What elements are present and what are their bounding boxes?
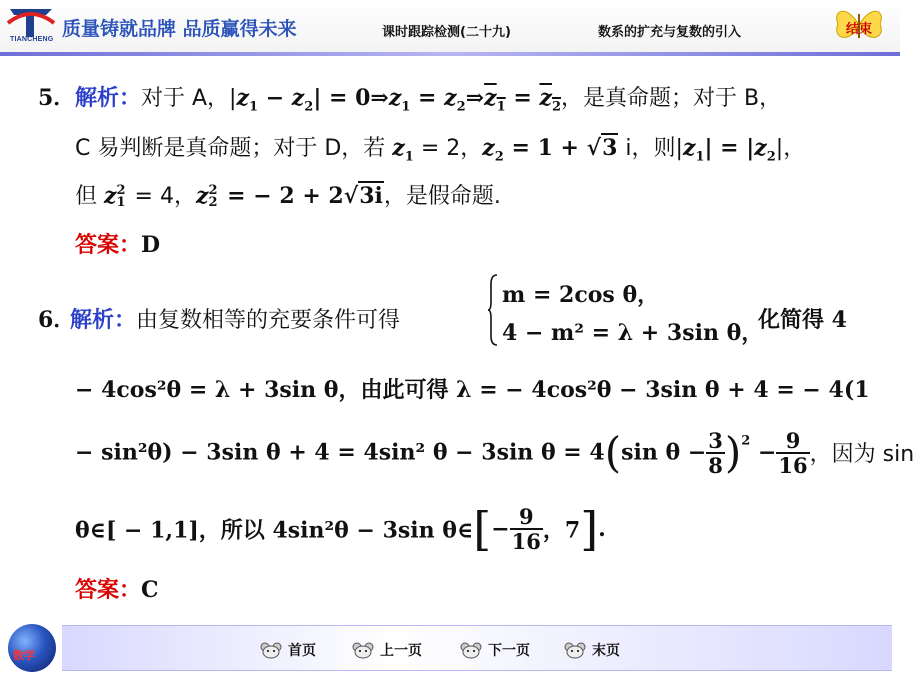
nav-label: 末页 <box>592 642 620 659</box>
text: sin θ − <box>621 439 707 466</box>
text: θ∈[ − 1,1]，所以 4sin²θ − 3sin θ∈ <box>75 517 474 544</box>
text: | = | <box>704 135 755 161</box>
end-label: 结束 <box>846 22 873 37</box>
mouse-icon <box>352 642 374 658</box>
fraction-9-16 <box>510 505 543 553</box>
text: . <box>598 516 606 542</box>
var: z <box>754 135 767 161</box>
nav-label: 首页 <box>288 642 316 659</box>
analysis-label: 解析： <box>70 308 137 333</box>
mouse-icon <box>460 642 482 658</box>
answer-label: 答案： <box>75 578 142 603</box>
text: − <box>491 516 510 542</box>
text: − <box>258 85 292 111</box>
text: ⇒ <box>465 85 485 111</box>
conjugate-z2 <box>539 85 561 115</box>
var: z <box>539 85 552 111</box>
mouse-icon <box>564 642 586 658</box>
sub: 1 <box>248 99 259 115</box>
numerator: 9 <box>776 429 809 454</box>
footer <box>0 618 900 675</box>
problem-6-number: 6． <box>38 307 76 333</box>
sup-sub-stack <box>117 185 126 209</box>
text: 但 <box>75 184 104 209</box>
var: z <box>482 135 495 161</box>
answer-value: D <box>141 232 161 258</box>
text: = − 2 + 2 <box>219 183 344 209</box>
sup: 2 <box>208 183 218 198</box>
numerator: 3 <box>708 427 723 453</box>
bracket-right: ] <box>580 502 599 556</box>
var: z <box>392 135 405 161</box>
nav-label: 上一页 <box>380 642 422 659</box>
sup: 2 <box>116 183 126 198</box>
bracket-left: [ <box>473 502 492 556</box>
var: z <box>484 85 497 111</box>
equation-system <box>488 274 764 346</box>
sqrt-sign: √ <box>343 183 359 209</box>
sub: 1 <box>496 99 506 115</box>
radicand: 3 <box>602 135 618 161</box>
analysis-label: 解析： <box>75 86 142 111</box>
problem-5-number: 5． <box>38 85 76 111</box>
problem-5-line-3 <box>75 179 501 210</box>
header-bar <box>0 0 900 52</box>
var: z <box>236 85 249 111</box>
radicand: 3i <box>359 183 383 209</box>
conjugate-z1 <box>484 85 506 115</box>
chapter-title: 数系的扩充与复数的引入 <box>598 25 742 40</box>
sub: 1 <box>116 195 126 210</box>
problem-5-line-1 <box>75 81 781 114</box>
text: C 易判断是真命题；对于 D，若 <box>75 136 393 161</box>
problem-6-line-4 <box>75 502 606 554</box>
sub: 2 <box>208 195 218 210</box>
lesson-title: 课时跟踪检测(二十九) <box>382 25 511 40</box>
text: ，是真命题；对于 B， <box>561 86 782 111</box>
problem-5-line-2 <box>75 131 805 164</box>
sqrt-sign: √ <box>586 135 602 161</box>
sub: 2 <box>456 99 466 115</box>
denominator: 16 <box>778 452 808 478</box>
nav-prev-page[interactable] <box>352 639 422 661</box>
slogan: 质量铸就品牌 品质赢得未来 <box>62 18 297 40</box>
nav-bar <box>62 625 892 671</box>
simplify-text: 化简得 4 <box>758 307 847 333</box>
sub: 2 <box>551 99 561 115</box>
sub: 1 <box>695 149 705 165</box>
problem-6-answer <box>75 573 159 604</box>
nav-next-page[interactable] <box>460 639 530 661</box>
end-button[interactable] <box>832 4 886 46</box>
problem-5-answer <box>75 228 160 259</box>
text: − <box>750 439 777 466</box>
text: |， <box>775 136 806 161</box>
var: z <box>682 135 696 161</box>
equation-2: 4 − m² = λ + 3sin θ， <box>502 320 764 346</box>
nav-last-page[interactable] <box>564 639 620 661</box>
var: z <box>291 85 305 111</box>
paren-right: ) <box>724 428 742 477</box>
var: z <box>388 85 402 111</box>
text: 由复数相等的充要条件可得 <box>136 308 401 333</box>
exponent: 2 <box>741 433 751 449</box>
nav-first-page[interactable] <box>260 639 316 661</box>
paren-left: ( <box>604 428 622 477</box>
text: ，因为 sin <box>809 442 914 467</box>
text: i，则| <box>618 136 683 161</box>
text: = 4， <box>127 184 196 209</box>
sub: 2 <box>304 99 314 115</box>
text: = <box>410 85 445 111</box>
problem-6-line-3 <box>75 428 914 476</box>
problem-6-line-2: − 4cos²θ = λ + 3sin θ，由此可得 λ = − 4cos²θ − 3sin θ + 4 = − 4(1 <box>75 377 870 403</box>
problem-6-line-1 <box>70 303 400 334</box>
text: = 2， <box>413 136 483 161</box>
nav-label: 下一页 <box>488 642 530 659</box>
var: z <box>104 183 117 209</box>
denominator: 8 <box>708 452 723 478</box>
text: = 1 + <box>503 135 587 161</box>
answer-value: C <box>141 577 159 603</box>
sub: 2 <box>766 149 776 165</box>
globe-label: 数学 <box>13 649 35 662</box>
logo-text: TIANCHENG <box>10 36 54 43</box>
text: = <box>505 85 540 111</box>
answer-label: 答案： <box>75 233 142 258</box>
slide-content <box>0 56 914 616</box>
numerator: 9 <box>510 505 543 530</box>
text: 对于 A，| <box>141 86 237 111</box>
text: − sin²θ) − 3sin θ + 4 = 4sin² θ − 3sin θ = 4 <box>75 439 605 466</box>
var: z <box>444 85 457 111</box>
text: | = 0⇒ <box>313 85 389 111</box>
left-brace-icon <box>488 274 498 346</box>
sub: 1 <box>401 99 411 115</box>
var: z <box>195 183 209 209</box>
denominator: 16 <box>511 529 541 554</box>
equation-1: m = 2cos θ， <box>502 282 660 308</box>
fraction-3-8 <box>706 429 725 477</box>
text: ，7 <box>542 517 581 544</box>
mouse-icon <box>260 642 282 658</box>
text: ，是假命题. <box>383 184 501 209</box>
sub: 1 <box>404 149 414 165</box>
sup-sub-stack <box>208 185 217 209</box>
fraction-9-16 <box>776 429 809 477</box>
sub: 2 <box>494 149 504 165</box>
